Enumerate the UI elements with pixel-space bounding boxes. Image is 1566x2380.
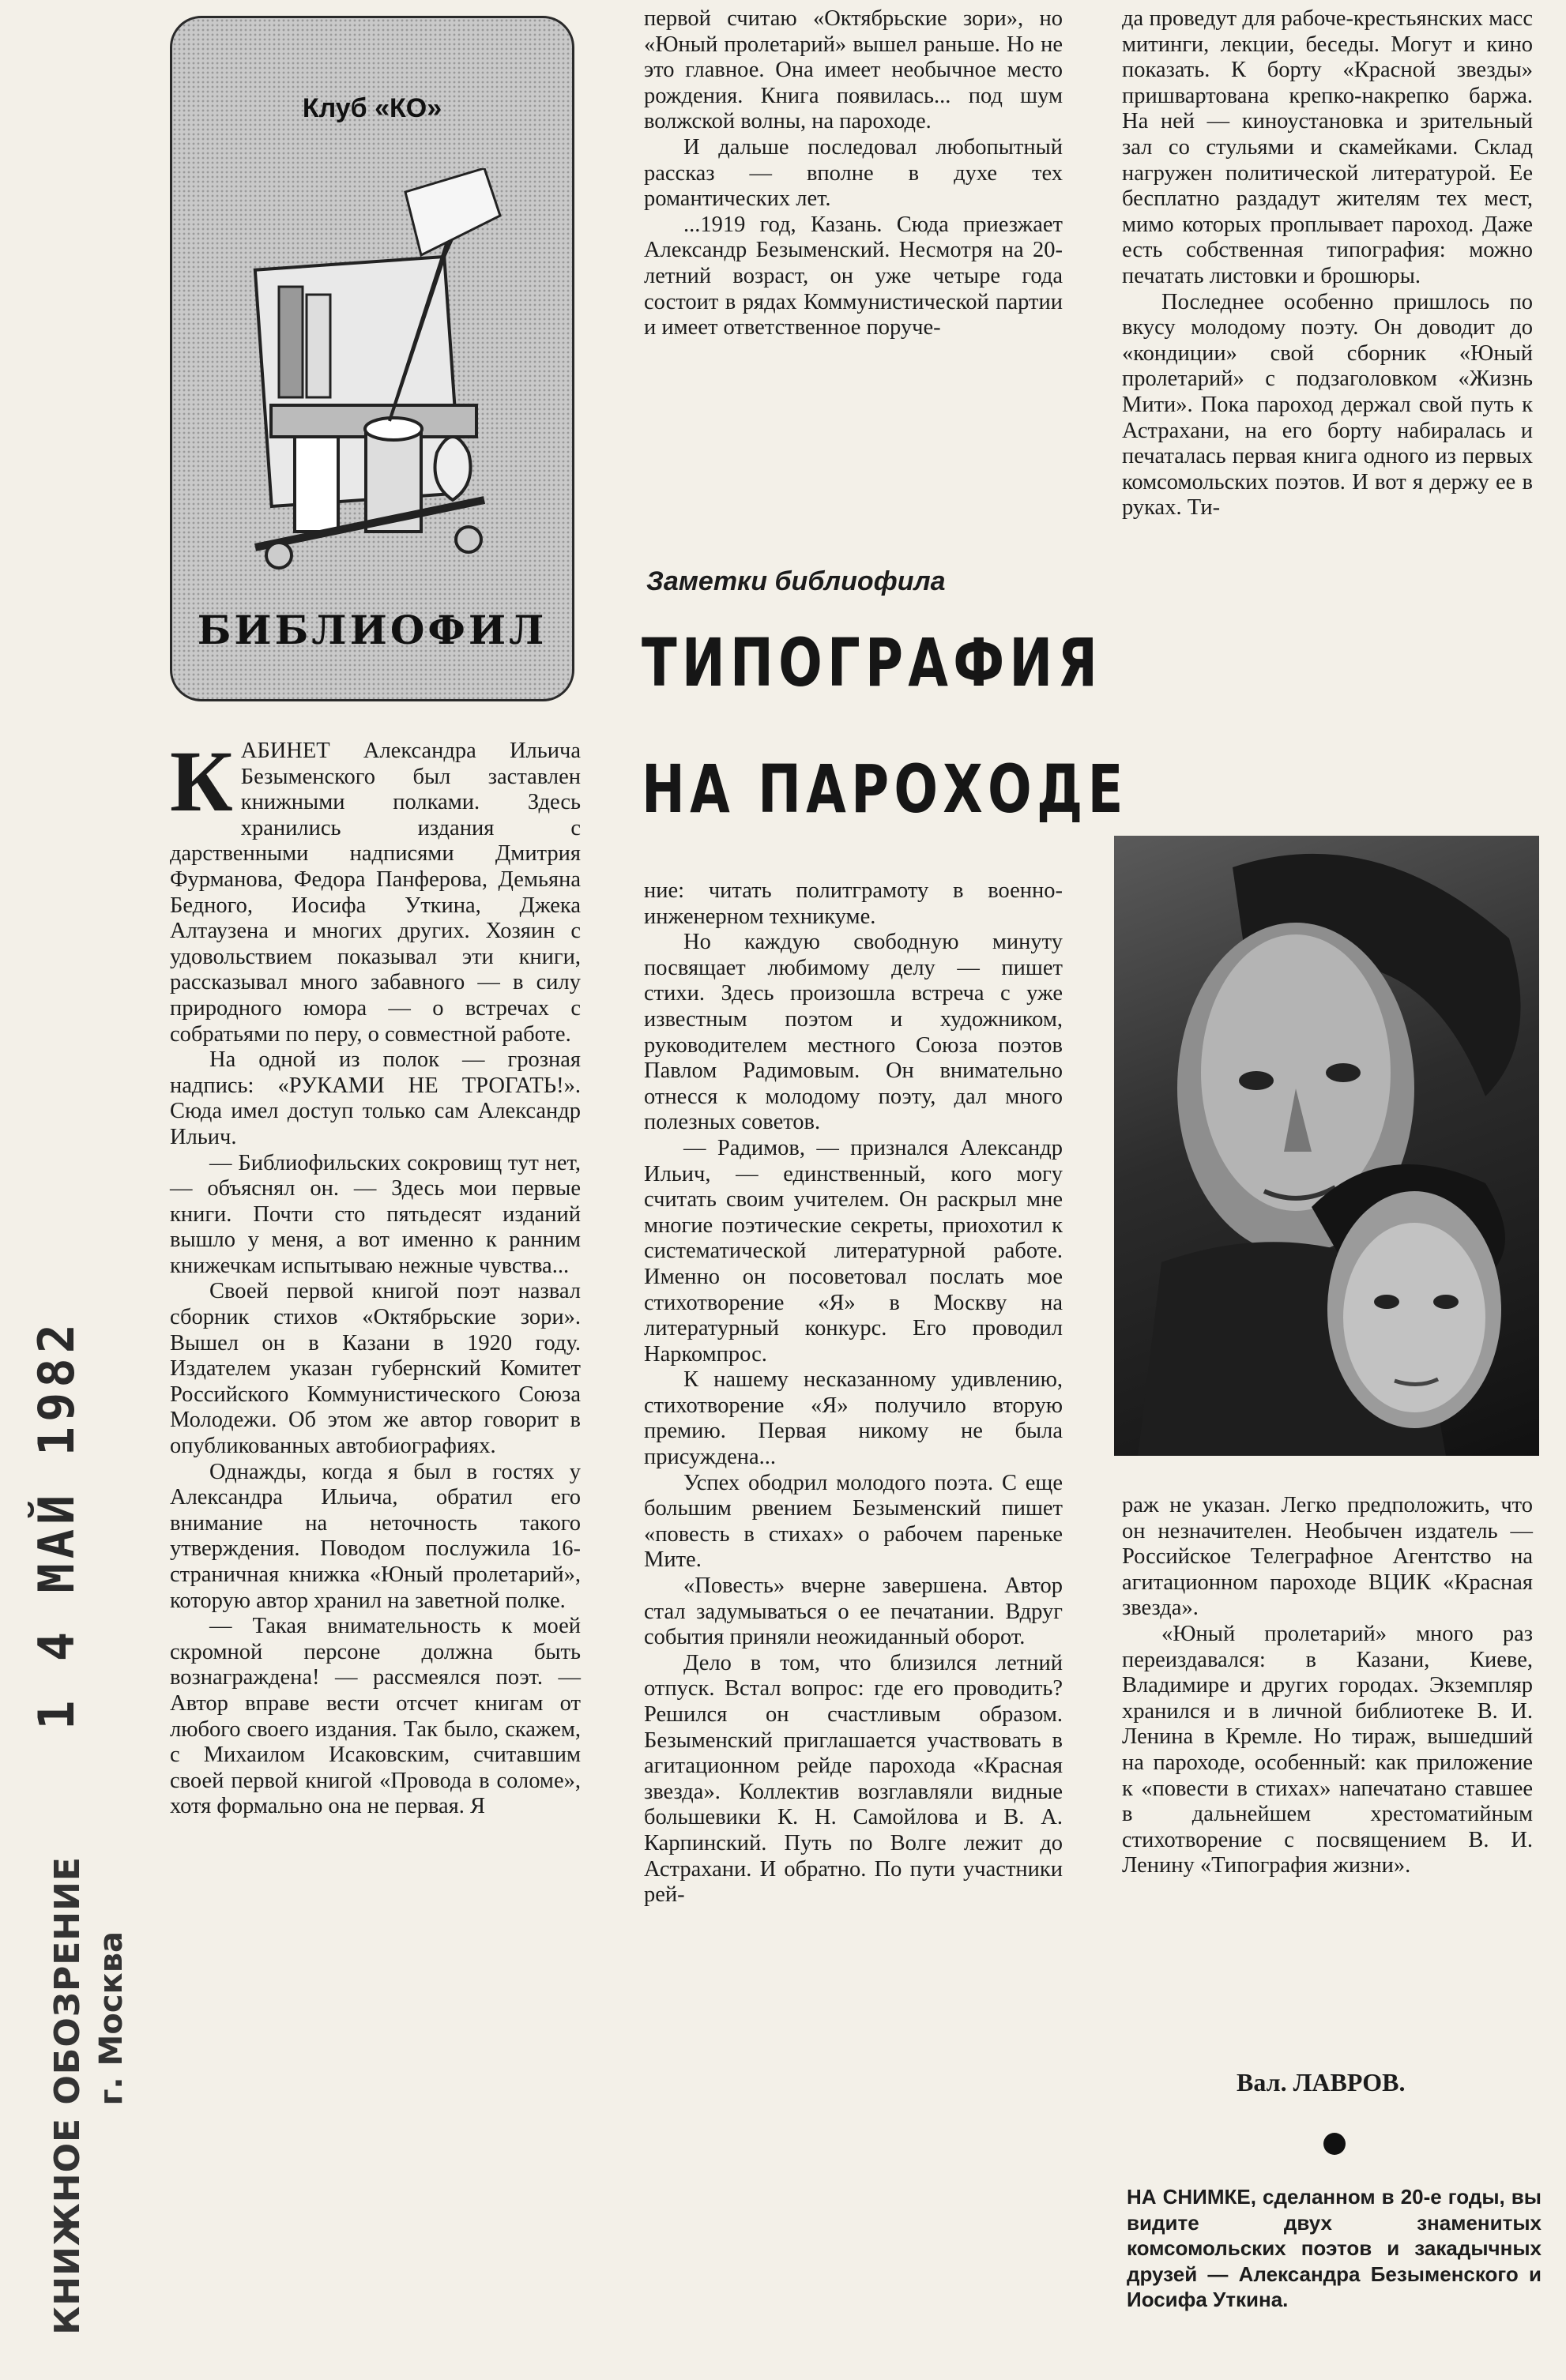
paragraph: да проведут для рабоче-крестьянских масс митинги, лекции, беседы. Могут и кино показать. К борту «Красной звезды» пришвартована крепко-накрепко баржа. На ней — киноустановка и зрительный зал со стульями и скамейками. Склад нагружен политической литературой. Ее бесплатно раздадут жителям тех мест, мимо которых проплывает пароход. Даже есть собственная типография: можно печатать листовки и брошюры.	[1122, 6, 1533, 288]
caption-lead: НА СНИМКЕ,	[1127, 2185, 1256, 2209]
article-column-3-top	[1122, 6, 1533, 521]
paragraph: Своей первой книгой поэт назвал сборник стихов «Октябрьские зори». Вышел он в Казани в 1920 году. Издателем указан губернский Комитет Российского Коммунистического Союза Молодежи. Об этом же автор говорит в опубликованных автобиографиях.	[170, 1279, 581, 1459]
paragraph: первой считаю «Октябрьские зори», но «Юный пролетарий» вышел раньше. Но не это главное. Она имеет необычное место рождения. Книга появилась... под шум волжской волны, на пароходе.	[644, 6, 1063, 134]
drop-cap: К	[170, 733, 233, 829]
paragraph: К нашему несказанному удивлению, стихотворение «Я» получило вторую премию. Первая никому не была присуждена...	[644, 1367, 1063, 1470]
author-signature: Вал. ЛАВРОВ.	[1237, 2068, 1406, 2096]
club-title: Клуб «КО»	[302, 93, 442, 123]
paragraph: На одной из полок — грозная надпись: «РУКАМИ НЕ ТРОГАТЬ!». Сюда имел доступ только сам Александр Ильич.	[170, 1047, 581, 1149]
article-column-1	[170, 733, 581, 1820]
separator-dot	[1323, 2133, 1346, 2155]
rubric: Заметки библиофила	[646, 566, 946, 596]
paragraph: Последнее особенно пришлось по вкусу молодому поэту. Он доводит до «кондиции» свой сборник «Юный пролетарий» с подзаголовком «Жизнь Мити». Пока пароход держал свой путь к Астрахани, на его борту набиралась и печаталась первая книга одного из первых комсомольских поэтов. И вот я держу ее в руках. Ти-	[1122, 289, 1533, 521]
paragraph: ...1919 год, Казань. Сюда приезжает Александр Безыменский. Несмотря на 20-летний возраст, он уже четыре года состоит в рядах Коммунистической партии и имеет ответственное поруче-	[644, 212, 1063, 340]
photo-caption	[1127, 2184, 1542, 2313]
paragraph: Успех ободрил молодого поэта. С еще большим рвением Безыменский пишет «повесть в стихах» о рабочем пареньке Мите.	[644, 1470, 1063, 1573]
paragraph: И дальше последовал любопытный рассказ — вполне в духе тех романтических лет.	[644, 134, 1063, 212]
paragraph: Но каждую свободную минуту посвящает любимому делу — пишет стихи. Здесь произошла встреча с уже известным поэтом и художником, руководителем местного Союза поэтов Павлом Радимовым. Он внимательно отнесся к молодому поэту, дал много полезных советов.	[644, 930, 1063, 1135]
paragraph: раж не указан. Легко предположить, что он незначителен. Необычен издатель — Российское Телеграфное Агентство на агитационном пароходе ВЦИК «Красная звезда».	[1122, 1493, 1533, 1621]
headline-line-2: НА ПАРОХОДЕ	[642, 750, 1128, 828]
paragraph: — Такая внимательность к моей скромной персоне должна быть вознаграждена! — рассмеялся поэт. — Автор вправе вести отсчет книгам от любого своего издания. Так было, скажем, с Михаилом Исаковским, считавшим своей первой книгой «Провода в соломе», хотя формально она не первая. Я	[170, 1614, 581, 1819]
club-bibliophile-box	[170, 16, 574, 701]
date-stamp: 1 4 МАЙ 1982	[28, 1319, 85, 1730]
caption-text: сделанном в 20-е годы, вы видите двух знаменитых комсомольских поэтов и закадычных друзей — Александра Безыменского и Иосифа Уткина.	[1127, 2185, 1542, 2311]
books-inkwell-illustration	[247, 168, 508, 571]
portrait-photo	[1114, 836, 1539, 1456]
article-column-2-top	[644, 6, 1063, 341]
two-poets-photo-illustration	[1114, 836, 1539, 1456]
paragraph: — Библиофильских сокровищ тут нет, — объяснял он. — Здесь мои первые книги. Почти сто пятьдесят изданий вышло у меня, а вот именно к ранним книжечкам испытываю нежные чувства...	[170, 1150, 581, 1278]
newspaper-name-stamp: КНИЖНОЕ ОБОЗРЕНИЕ	[47, 1856, 88, 2335]
article-column-2-bottom	[644, 878, 1063, 1908]
paragraph: ние: читать политграмоту в военно-инженерном техникуме.	[644, 878, 1063, 929]
paragraph: «Повесть» вчерне завершена. Автор стал задумываться о ее печатании. Вдруг события приняли неожиданный оборот.	[644, 1574, 1063, 1650]
paragraph: Однажды, когда я был в гостях у Александра Ильича, обратил его внимание на неточность такого утверждения. Поводом послужила 16-страничная книжка «Юный пролетарий», которую автор хранил на заветной полке.	[170, 1459, 581, 1613]
city-stamp: г. Москва	[93, 1931, 130, 2106]
paragraph: Дело в том, что близился летний отпуск. Встал вопрос: где его проводить? Решился он счастливым образом. Безыменский приглашается участвовать в агитационном рейде парохода «Красная звезда». Коллектив возглавляли видные большевики К. Н. Самойлова и В. А. Карпинский. Путь по Волге лежит до Астрахани. И обратно. По пути участники рей-	[644, 1650, 1063, 1908]
bibliophile-label: БИБЛИОФИЛ	[197, 607, 548, 653]
article-column-3-bottom	[1122, 1493, 1533, 1879]
paragraph: «Юный пролетарий» много раз переиздавался: в Казани, Киеве, Владимире и других городах. Экземпляр хранился и в личной библиотеке В. И. Ленина в Кремле. Но тираж, вышедший на пароходе, особенный: как приложение к «повести в стихах» напечатано ставшее в дальнейшем хрестоматийным стихотворение с посвящением В. И. Ленину «Типография жизни».	[1122, 1621, 1533, 1878]
headline-line-1: ТИПОГРАФИЯ	[642, 624, 1103, 701]
paragraph: КАБИНЕТ Александра Ильича Безыменского был заставлен книжными полками. Здесь хранились издания с дарственными надписями Дмитрия Фурманова, Федора Панферова, Демьяна Бедного, Иосифа Уткина, Джека Алтаузена и многих других. Хозяин с удовольствием показывал эти книги, рассказывал много забавного — в силу природного юмора — о встречах с собратьями по перу, о совместной работе.	[170, 733, 581, 1047]
paragraph: — Радимов, — признался Александр Ильич, — единственный, кого могу считать своим учителем. Он раскрыл мне многие поэтические секреты, приохотил к систематической литературной работе. Именно он посоветовал послать мое стихотворение «Я» в Москву на литературный конкурс. Его проводил Наркомпрос.	[644, 1135, 1063, 1367]
